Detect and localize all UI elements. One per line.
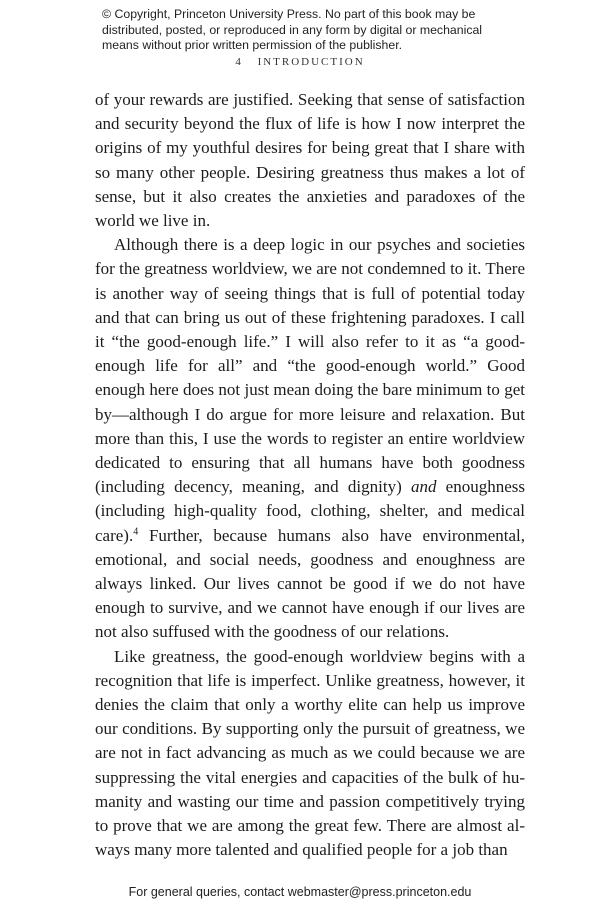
paragraph: Like greatness, the good-enough worldview begins with a recognition that life is imperfect. Unlike greatness, however, it denies the claim that only a worthy elite can help us improve our conditions. By supporting only the pursuit of greatness, we are not in fact advancing as much as we could because we are suppressing the vital energies and capacities of the bulk of humanity and wasting our time and passion competitively trying to prove that we are among the great few. There are almost always many more talented and qualified people for a job than <box>95 646 525 860</box>
paragraph <box>95 233 525 644</box>
paragraph: of your rewards are justified. Seeking that sense of satisfaction and security beyond the flux of life is how I now interpret the origins of my youthful desires for being great that I share with so many other people. Desiring greatness thus makes a lot of sense, but it also creates the anxieties and paradoxes of the world we live in. <box>95 90 525 231</box>
paragraph-text: enoughness (including high-quality food, clothing, shelter, and medical care). <box>95 477 525 545</box>
running-head <box>0 56 600 68</box>
page-number: 4 <box>235 56 241 68</box>
copyright-notice: © Copyright, Princeton University Press. No part of this book may be distributed, posted, or reproduced in any form by digital or mechanical means without prior written permission of the publisher. <box>102 7 483 53</box>
body-text <box>95 88 525 863</box>
emphasis-text: and <box>410 477 437 497</box>
footer-contact: For general queries, contact webmaster@press.princeton.edu <box>128 885 472 899</box>
footnote-marker[interactable]: 4 <box>133 526 139 537</box>
paragraph-text: Further, because humans also have environmental, emotional, and social needs, goodness and enoughness are always linked. Our lives cannot be good if we do not have enough to survive, and we cannot have enough if our lives are not also suffused with the goodness of our relations. <box>95 525 525 642</box>
paragraph-text: Although there is a deep logic in our psyches and societies for the greatness worldview, we are not condemned to it. There is another way of seeing things that is full of potential today and that can bring us out of these frightening paradoxes. I call it “the good-enough life.” I will also refer to it as “a good-enough life for all” and “the good-enough world.” Good enough here does not just mean doing the bare minimum to get by—although I do argue for more leisure and relaxation. But more than this, I use the words to register an entire worldview dedicated to ensuring that all humans have both goodness (including decency, meaning, and dignity) <box>95 235 525 497</box>
running-title: INTRODUCTION <box>257 56 365 68</box>
